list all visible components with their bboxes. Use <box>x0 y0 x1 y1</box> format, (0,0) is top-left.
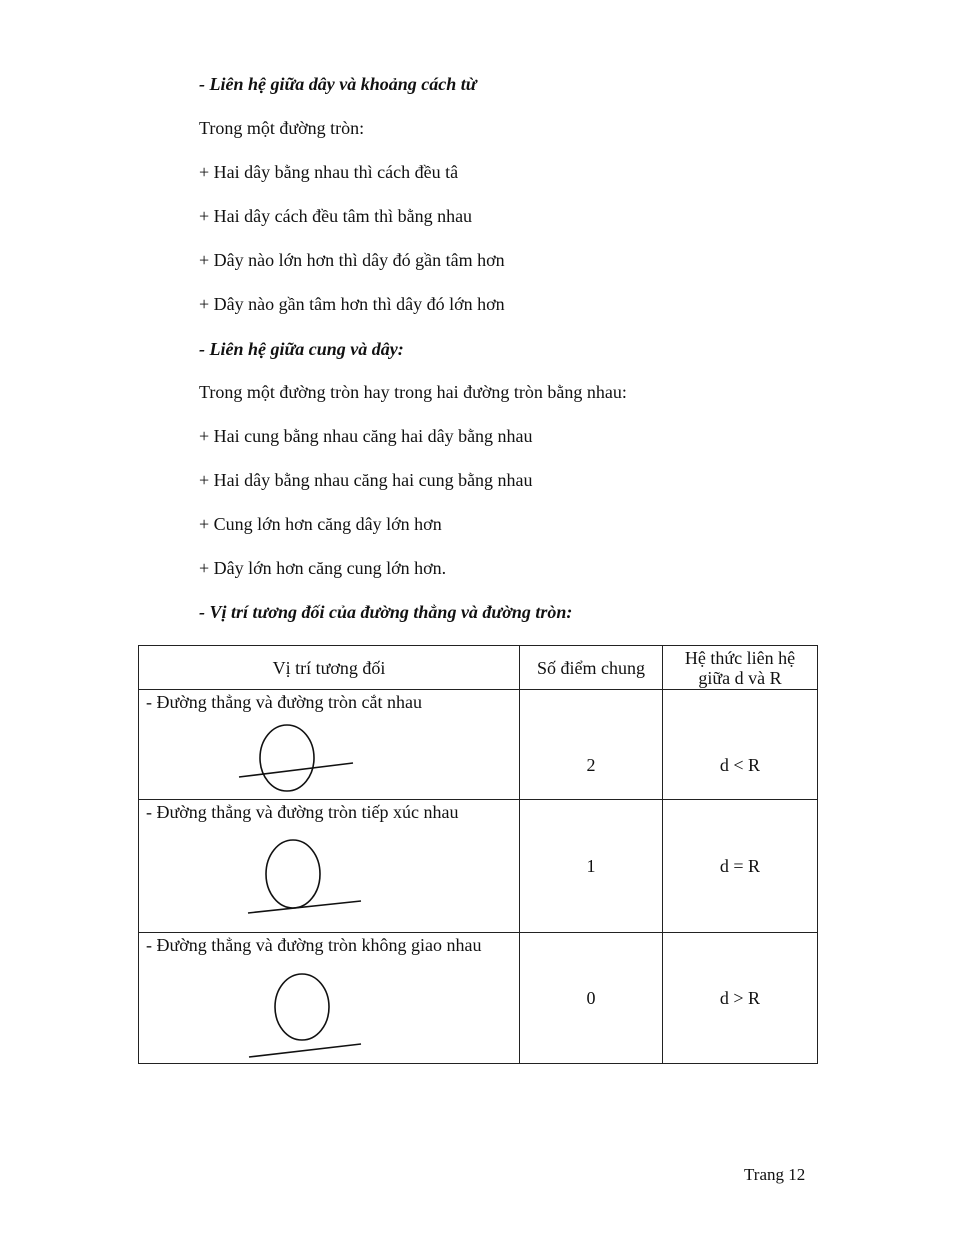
case-cell <box>139 933 520 1064</box>
list-item: + Hai dây cách đều tâm thì bằng nhau <box>199 206 473 226</box>
relation-cell <box>663 800 818 933</box>
relation-value: d > R <box>719 987 761 1008</box>
points-cell <box>520 933 663 1064</box>
list-item: + Dây nào lớn hơn thì dây đó gần tâm hơn <box>199 250 505 270</box>
case-label-tangent: - Đường thẳng và đường tròn tiếp xúc nhau <box>146 802 459 822</box>
list-item: + Hai dây bằng nhau căng hai cung bằng nhau <box>199 470 533 490</box>
relation-cell <box>663 933 818 1064</box>
section-heading-line-circle: - Vị trí tương đối của đường thẳng và đường tròn: <box>199 602 573 622</box>
tangent-line <box>248 901 361 913</box>
section-heading-chord-distance: - Liên hệ giữa dây và khoảng cách từ <box>199 74 477 94</box>
case-cell <box>139 690 520 800</box>
relation-value: d = R <box>719 855 761 876</box>
points-cell <box>520 690 663 800</box>
header-common-points: Số điểm chung <box>520 646 663 690</box>
points-value: 2 <box>586 755 596 775</box>
relation-cell <box>663 690 818 800</box>
disjoint-line-circle-figure <box>139 956 520 1062</box>
section-intro: Trong một đường tròn hay trong hai đường tròn bằng nhau: <box>199 382 627 402</box>
circle-shape <box>266 840 320 908</box>
table-header-row <box>139 646 818 690</box>
disjoint-line <box>249 1044 361 1057</box>
table-row <box>139 933 818 1064</box>
points-value: 1 <box>586 855 596 876</box>
section-intro: Trong một đường tròn: <box>199 118 365 138</box>
section-heading-arc-chord: - Liên hệ giữa cung và dây: <box>199 339 404 359</box>
circle-shape <box>260 725 314 791</box>
points-cell <box>520 800 663 933</box>
list-item: + Dây lớn hơn căng cung lớn hơn. <box>199 558 447 578</box>
table-row <box>139 800 818 933</box>
tangent-line-circle-figure <box>139 823 520 931</box>
list-item: + Cung lớn hơn căng dây lớn hơn <box>199 514 442 534</box>
case-label-intersect: - Đường thẳng và đường tròn cắt nhau <box>146 692 422 712</box>
header-relation: Hệ thức liên hệ giữa d và R <box>663 646 818 690</box>
page-number: Trang 12 <box>744 1165 806 1184</box>
table-row <box>139 690 818 800</box>
case-cell <box>139 800 520 933</box>
points-value: 0 <box>586 987 596 1008</box>
relation-value: d < R <box>719 755 761 775</box>
list-item: + Dây nào gần tâm hơn thì dây đó lớn hơn <box>199 294 505 314</box>
secant-line <box>239 763 353 777</box>
case-label-disjoint: - Đường thẳng và đường tròn không giao nhau <box>146 935 482 955</box>
intersecting-line-circle-figure <box>139 713 520 797</box>
header-position: Vị trí tương đối <box>139 646 520 690</box>
list-item: + Hai dây bằng nhau thì cách đều tâ <box>199 162 459 182</box>
list-item: + Hai cung bằng nhau căng hai dây bằng nhau <box>199 426 533 446</box>
relative-position-table <box>138 645 818 1064</box>
circle-shape <box>275 974 329 1040</box>
